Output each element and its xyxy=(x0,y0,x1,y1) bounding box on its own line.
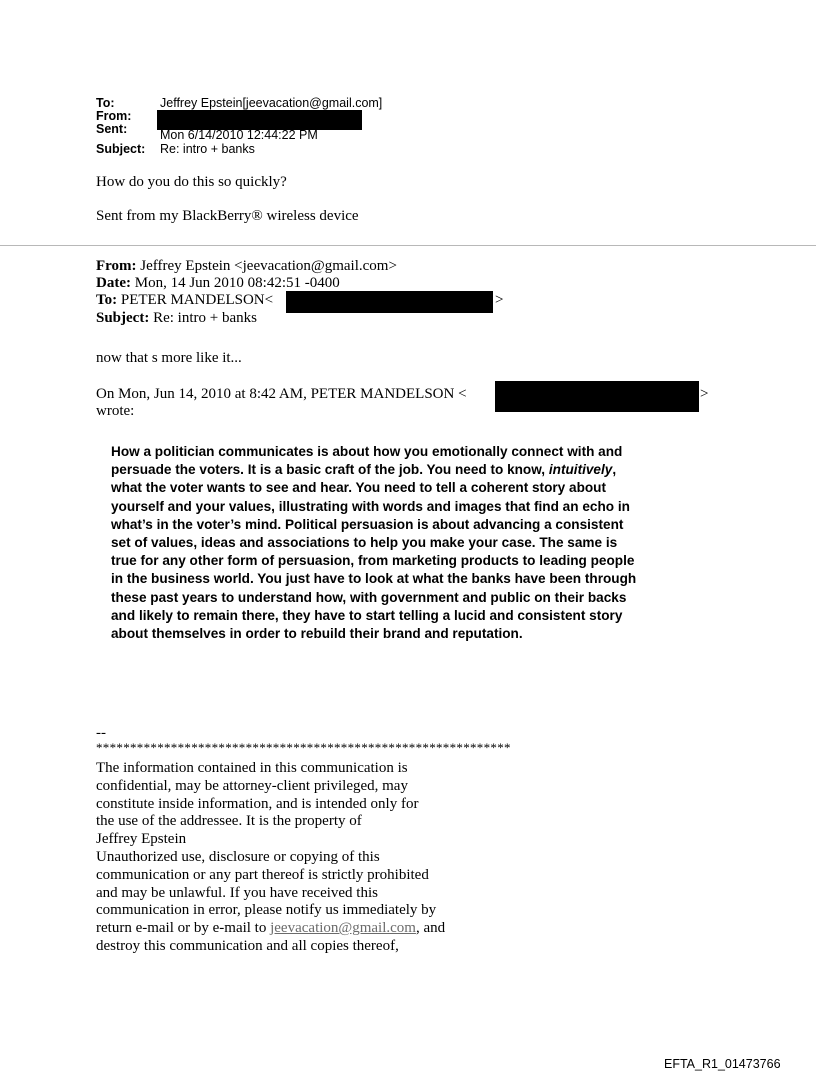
quoted-body: now that s more like it... xyxy=(96,350,242,366)
disclaimer xyxy=(96,760,445,956)
disclaimer-line: The information contained in this communication is xyxy=(96,760,408,776)
attribution-close: > xyxy=(700,386,709,402)
header-sent-label: Sent: xyxy=(96,122,128,136)
quote-line: yourself and your values, illustrating with words and images that find an echo in xyxy=(111,498,630,514)
quoted-to-close: > xyxy=(495,292,504,308)
disclaimer-line: constitute inside information, and is intended only for xyxy=(96,795,419,812)
redaction-bar xyxy=(495,381,699,412)
quote-line: these past years to understand how, with government and public on their backs xyxy=(111,589,627,605)
header-subject-value: Re: intro + banks xyxy=(160,142,255,156)
signature-dashes: -- xyxy=(96,725,106,741)
quote-line: what the voter wants to see and hear. You need to tell a coherent story about xyxy=(111,480,607,496)
redaction-bar xyxy=(286,291,493,313)
quote-line: what’s in the voter’s mind. Political persuasion is about advancing a consistent xyxy=(111,516,624,532)
quoted-date-line: Date: Mon, 14 Jun 2010 08:42:51 -0400 xyxy=(96,275,340,291)
disclaimer-line: Jeffrey Epstein xyxy=(96,831,187,848)
quote-line: about themselves in order to rebuild their brand and reputation. xyxy=(111,626,523,642)
quote-line: set of values, ideas and associations to help you make your case. The same is xyxy=(111,535,618,551)
reply-signature: Sent from my BlackBerry® wireless device xyxy=(96,208,359,224)
header-from-label: From: xyxy=(96,109,132,123)
quote-line: in the business world. You just have to look at what the banks have been through xyxy=(111,571,637,587)
attribution-line: On Mon, Jun 14, 2010 at 8:42 AM, PETER MANDELSON < xyxy=(96,386,467,402)
disclaimer-line: return e-mail or by e-mail to jeevacation@gmail.com, and xyxy=(96,920,446,937)
quote-line: persuade the voters. It is a basic craft of the job. You need to know, intuitively, xyxy=(111,462,617,478)
separator-line xyxy=(0,245,816,246)
disclaimer-line: confidential, may be attorney-client privileged, may xyxy=(96,777,408,794)
quote-line: and likely to remain there, they have to start telling a lucid and consistent story xyxy=(111,607,623,623)
header-to-label: To: xyxy=(96,96,115,110)
disclaimer-line: communication or any part thereof is strictly prohibited xyxy=(96,866,429,883)
quoted-from-line: From: Jeffrey Epstein <jeevacation@gmail.com> xyxy=(96,258,397,274)
quote-line: How a politician communicates is about how you emotionally connect with and xyxy=(111,444,623,459)
disclaimer-line: and may be unlawful. If you have received this xyxy=(96,884,378,901)
redaction-bar xyxy=(157,110,362,130)
header-sent-value: Mon 6/14/2010 12:44:22 PM xyxy=(160,128,318,142)
reply-body: How do you do this so quickly? xyxy=(96,174,287,190)
email-link[interactable]: jeevacation@gmail.com xyxy=(270,920,416,937)
disclaimer-line: communication in error, please notify us immediately by xyxy=(96,902,437,919)
disclaimer-line: the use of the addressee. It is the property of xyxy=(96,813,362,830)
quote-line: true for any other form of persuasion, from marketing products to leading people xyxy=(111,553,635,569)
quoted-passage xyxy=(111,443,731,643)
header-subject-label: Subject: xyxy=(96,142,146,156)
bates-number: EFTA_R1_01473766 xyxy=(664,1057,781,1071)
disclaimer-line: destroy this communication and all copies thereof, xyxy=(96,937,399,954)
quoted-to-line: To: PETER MANDELSON< xyxy=(96,292,274,308)
asterisk-divider: ************************************************************* xyxy=(96,740,511,755)
disclaimer-line: Unauthorized use, disclosure or copying of this xyxy=(96,848,380,865)
attribution-wrote: wrote: xyxy=(96,403,135,419)
quoted-subject-line: Subject: Re: intro + banks xyxy=(96,310,257,326)
header-to-value: Jeffrey Epstein[jeevacation@gmail.com] xyxy=(160,96,383,110)
